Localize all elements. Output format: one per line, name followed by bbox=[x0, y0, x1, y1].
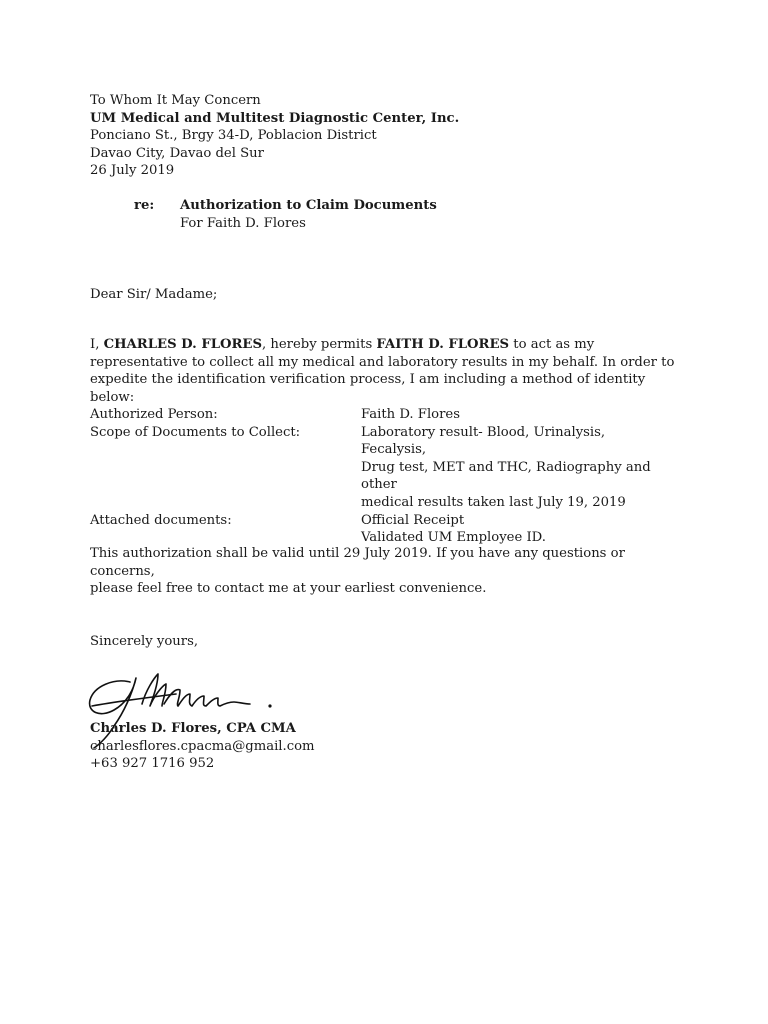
detail-value-line: medical results taken last July 19, 2019 bbox=[361, 494, 626, 510]
body-text-rest: to act as my representative to collect all my medical and laboratory results in my behalf. In order to expedite the identification verification process, I am including a method of identity below: bbox=[90, 337, 675, 405]
re-for: For Faith D. Flores bbox=[180, 216, 306, 231]
detail-value bbox=[361, 512, 661, 547]
body-text-pre: I, bbox=[90, 337, 104, 352]
detail-value bbox=[361, 424, 661, 512]
validity-line-2: please feel free to contact me at your earliest convenience. bbox=[90, 581, 487, 597]
letter-date: 26 July 2019 bbox=[90, 163, 175, 179]
address-line-1: Ponciano St., Brgy 34-D, Poblacion District bbox=[90, 128, 377, 144]
re-subject: Authorization to Claim Documents bbox=[180, 198, 437, 213]
details-table bbox=[90, 406, 690, 547]
detail-row bbox=[90, 512, 690, 547]
signatory-email: charlesflores.cpacma@gmail.com bbox=[90, 738, 315, 754]
body-paragraph bbox=[90, 336, 690, 406]
letter-header bbox=[90, 92, 459, 180]
representative-name: FAITH D. FLORES bbox=[376, 337, 510, 352]
detail-row bbox=[90, 424, 690, 512]
company-name: UM Medical and Multitest Diagnostic Center, Inc. bbox=[90, 110, 460, 126]
signatory-block bbox=[90, 720, 315, 773]
detail-value-line: Validated UM Employee ID. bbox=[361, 530, 546, 546]
address-line-2: Davao City, Davao del Sur bbox=[90, 145, 264, 161]
detail-row bbox=[90, 406, 690, 424]
detail-value-line: Drug test, MET and THC, Radiography and other bbox=[361, 459, 651, 493]
detail-value-line: Faith D. Flores bbox=[361, 407, 460, 422]
grantor-name: CHARLES D. FLORES bbox=[103, 337, 262, 352]
validity-line-1: This authorization shall be valid until 29 July 2019. If you have any questions or concerns, bbox=[90, 546, 625, 579]
detail-label: Authorized Person: bbox=[90, 407, 218, 422]
addressee-greeting: To Whom It May Concern bbox=[90, 93, 261, 108]
signatory-phone: +63 927 1716 952 bbox=[90, 756, 215, 772]
detail-label: Attached documents: bbox=[90, 512, 232, 528]
salutation: Dear Sir/ Madame; bbox=[90, 287, 218, 302]
detail-value-line: Laboratory result- Blood, Urinalysis, Fecalysis, bbox=[361, 424, 606, 458]
body-text-mid: , hereby permits bbox=[262, 337, 377, 352]
detail-label: Scope of Documents to Collect: bbox=[90, 424, 301, 440]
validity-paragraph bbox=[90, 545, 690, 598]
closing: Sincerely yours, bbox=[90, 634, 199, 649]
signatory-name: Charles D. Flores, CPA CMA bbox=[90, 721, 296, 736]
detail-value bbox=[361, 406, 661, 424]
re-label: re: bbox=[134, 198, 155, 213]
detail-value-line: Official Receipt bbox=[361, 512, 465, 528]
